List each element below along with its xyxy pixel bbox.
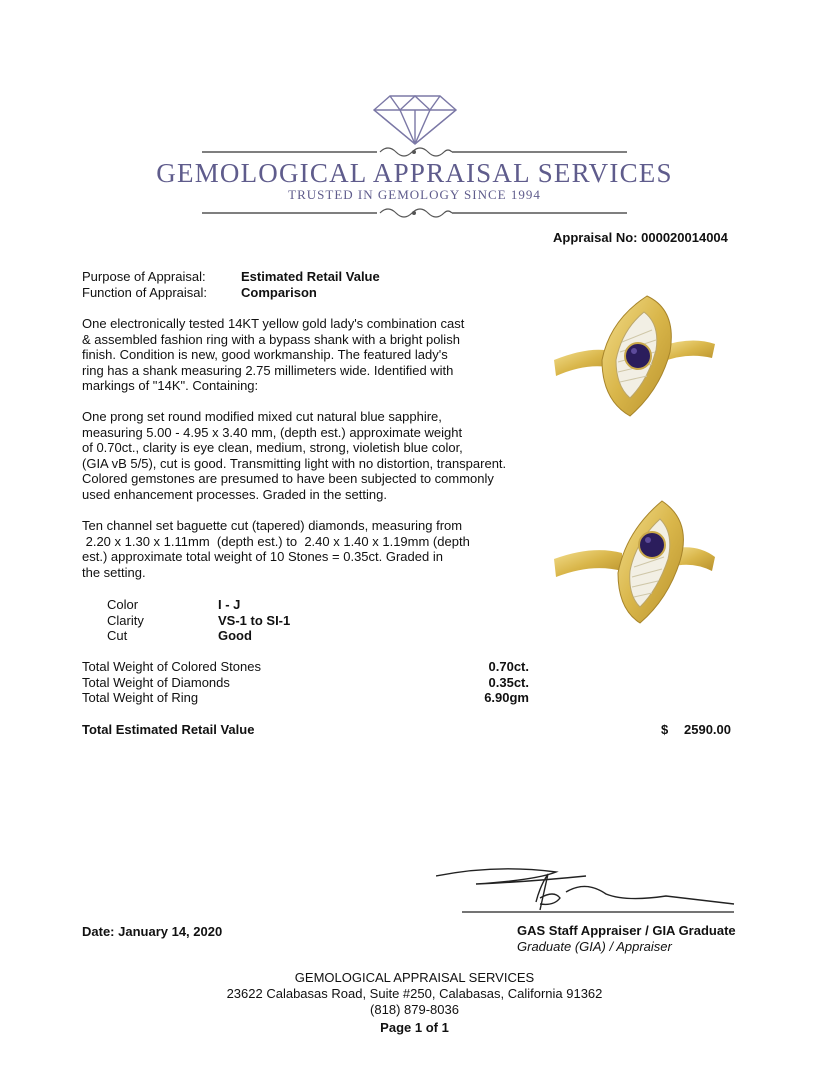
diamond-description bbox=[82, 518, 470, 580]
diamond-icon bbox=[370, 88, 460, 148]
grade-clarity-value: VS-1 to SI-1 bbox=[218, 613, 291, 628]
grade-cut-label: Cut bbox=[107, 628, 128, 643]
page-number: Page 1 of 1 bbox=[380, 1020, 449, 1035]
diamond-line: 2.20 x 1.30 x 1.11mm (depth est.) to 2.40 x 1.40 x 1.19mm (depth bbox=[82, 533, 470, 549]
ring-description bbox=[82, 316, 464, 394]
appraiser-subtitle: Graduate (GIA) / Appraiser bbox=[517, 939, 672, 954]
function-label: Function of Appraisal: bbox=[82, 285, 208, 300]
diamond-line: the setting. bbox=[82, 564, 146, 580]
footer-company: GEMOLOGICAL APPRAISAL SERVICES bbox=[294, 970, 535, 985]
description-line: One electronically tested 14KT yellow gold lady's combination cast bbox=[82, 316, 465, 331]
ring-photo-bottom bbox=[552, 497, 717, 627]
description-line: markings of "14K". Containing: bbox=[82, 378, 259, 394]
purpose-label: Purpose of Appraisal: bbox=[82, 269, 206, 284]
description-line: ring has a shank measuring 2.75 millimeters wide. Identified with bbox=[82, 362, 454, 378]
footer-address: 23622 Calabasas Road, Suite #250, Calabasas, California 91362 bbox=[226, 986, 603, 1001]
sapphire-description bbox=[82, 409, 506, 503]
sapphire-line: of 0.70ct., clarity is eye clean, medium, strong, violetish blue color, bbox=[82, 440, 463, 456]
company-tagline: TRUSTED IN GEMOLOGY SINCE 1994 bbox=[288, 187, 541, 202]
diamond-line: est.) approximate total weight of 10 Stones = 0.35ct. Graded in bbox=[82, 549, 443, 565]
grade-color-value: I - J bbox=[218, 597, 241, 612]
appraiser-title: GAS Staff Appraiser / GIA Graduate bbox=[517, 923, 736, 938]
company-name: GEMOLOGICAL APPRAISAL SERVICES bbox=[156, 158, 673, 188]
diamond-line: Ten channel set baguette cut (tapered) diamonds, measuring from bbox=[82, 518, 463, 533]
weight-ring-value: 6.90gm bbox=[484, 690, 529, 705]
weight-colored-value: 0.70ct. bbox=[488, 659, 529, 674]
total-value: 2590.00 bbox=[684, 722, 731, 737]
logo bbox=[370, 88, 460, 148]
description-line: finish. Condition is new, good workmanship. The featured lady's bbox=[82, 347, 448, 363]
weight-diamonds-value: 0.35ct. bbox=[488, 675, 529, 690]
sapphire-line: (GIA vB 5/5), cut is good. Transmitting light with no distortion, transparent. bbox=[82, 455, 507, 471]
sapphire-line: Colored gemstones are presumed to have been subjected to commonly bbox=[82, 471, 494, 487]
weight-colored-label: Total Weight of Colored Stones bbox=[82, 659, 261, 674]
sapphire-line: One prong set round modified mixed cut natural blue sapphire, bbox=[82, 409, 442, 424]
grade-color-label: Color bbox=[107, 597, 139, 612]
description-line: & assembled fashion ring with a bypass shank with a bright polish bbox=[82, 331, 460, 347]
ring-photo-top bbox=[552, 290, 717, 420]
header-ornament-top bbox=[202, 145, 627, 159]
sapphire-line: used enhancement processes. Graded in the setting. bbox=[82, 486, 387, 502]
weight-diamonds-label: Total Weight of Diamonds bbox=[82, 675, 230, 690]
appraisal-number: Appraisal No: 000020014004 bbox=[553, 230, 728, 245]
appraisal-date: Date: January 14, 2020 bbox=[82, 924, 223, 939]
signature bbox=[436, 862, 736, 917]
function-value: Comparison bbox=[241, 285, 317, 300]
grade-clarity-label: Clarity bbox=[107, 613, 144, 628]
total-currency: $ bbox=[661, 722, 669, 737]
weight-ring-label: Total Weight of Ring bbox=[82, 690, 199, 705]
purpose-value: Estimated Retail Value bbox=[241, 269, 380, 284]
footer-phone: (818) 879-8036 bbox=[370, 1002, 459, 1017]
sapphire-line: measuring 5.00 - 4.95 x 3.40 mm, (depth est.) approximate weight bbox=[82, 424, 463, 440]
grade-cut-value: Good bbox=[218, 628, 252, 643]
total-label: Total Estimated Retail Value bbox=[82, 722, 255, 737]
header-ornament-bottom bbox=[202, 206, 627, 220]
